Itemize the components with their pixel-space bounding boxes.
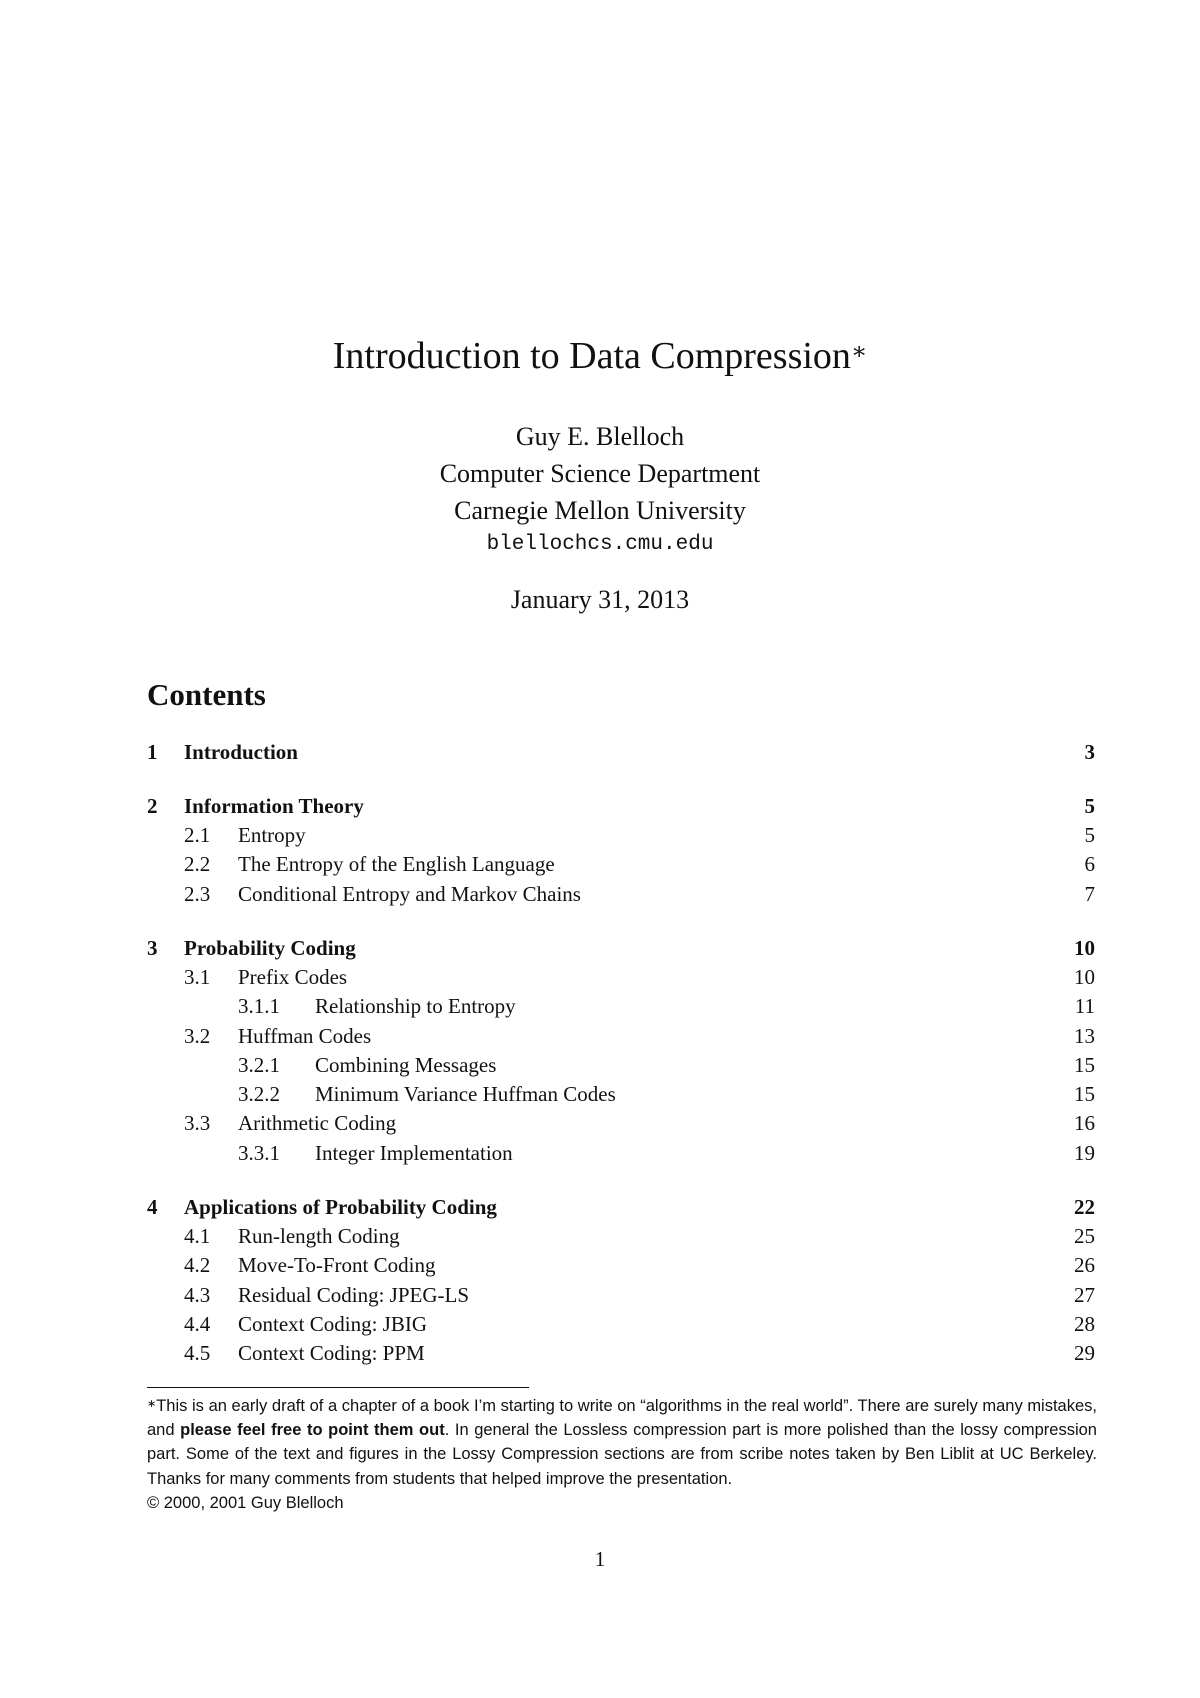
toc-entry-number: 3 bbox=[147, 935, 158, 960]
toc-entry-number: 4.4 bbox=[184, 1311, 211, 1336]
toc-entry-number: 2.3 bbox=[184, 881, 211, 906]
toc-entry-number: 3.2 bbox=[184, 1023, 211, 1048]
toc-entry-title: Run-length Coding bbox=[238, 1222, 406, 1251]
toc-entry-title: Conditional Entropy and Markov Chains bbox=[238, 880, 587, 909]
toc-entry-title: Prefix Codes bbox=[238, 963, 353, 992]
toc-entry-title: Move-To-Front Coding bbox=[238, 1251, 441, 1280]
toc-entry-page: 10 bbox=[1068, 963, 1095, 992]
toc-entry-title: Entropy bbox=[238, 821, 312, 850]
toc-entry-number: 4 bbox=[147, 1194, 158, 1219]
toc-subsubsection-entry[interactable] bbox=[147, 992, 1095, 1021]
toc-entry-title: Introduction bbox=[184, 738, 304, 767]
toc-entry-page: 28 bbox=[1068, 1310, 1095, 1339]
toc-subsection-entry[interactable] bbox=[147, 1339, 1095, 1368]
toc-subsection-entry[interactable] bbox=[147, 1310, 1095, 1339]
footnote bbox=[147, 1394, 1097, 1515]
author-name: Guy E. Blelloch bbox=[515, 422, 685, 451]
toc-subsection-entry[interactable] bbox=[147, 821, 1095, 850]
page-number: 1 bbox=[594, 1547, 606, 1571]
toc-entry-page: 29 bbox=[1068, 1339, 1095, 1368]
toc-entry-title: Residual Coding: JPEG-LS bbox=[238, 1281, 475, 1310]
footnote-mark: ∗ bbox=[147, 1398, 157, 1410]
footnote-rule bbox=[147, 1387, 529, 1388]
toc-entry-page: 16 bbox=[1068, 1109, 1095, 1138]
document-title bbox=[0, 334, 1200, 378]
document-date: January 31, 2013 bbox=[510, 585, 690, 614]
toc-entry-number: 1 bbox=[147, 740, 158, 764]
toc-subsubsection-entry[interactable] bbox=[147, 1051, 1095, 1080]
toc-entry-number: 3.1.1 bbox=[238, 994, 280, 1019]
toc-entry-number: 2.2 bbox=[184, 852, 211, 877]
toc-entry-number: 4.3 bbox=[184, 1282, 211, 1307]
title-footnote-mark: ∗ bbox=[850, 339, 868, 365]
toc-subsubsection-entry[interactable] bbox=[147, 1080, 1095, 1109]
toc-subsection-entry[interactable] bbox=[147, 1281, 1095, 1310]
toc-subsection-entry[interactable] bbox=[147, 963, 1095, 992]
toc-entry-page: 7 bbox=[1079, 880, 1096, 909]
footnote-text-2: . In general the Lossless compression part is more polished than the lossy compression part. Some of the text and figures in the Lossy Compression sections are from scribe notes taken by Ben Liblit at UC Berkeley. Thanks for many comments from students that helped improve the presentation. bbox=[147, 1421, 1097, 1488]
toc-subsection-entry[interactable] bbox=[147, 1022, 1095, 1051]
toc-entry-number: 2.1 bbox=[184, 823, 211, 848]
toc-entry-page: 5 bbox=[1079, 792, 1096, 821]
toc-entry-title: Context Coding: PPM bbox=[238, 1339, 431, 1368]
toc-subsubsection-entry[interactable] bbox=[147, 1139, 1095, 1168]
table-of-contents bbox=[147, 738, 1095, 1368]
toc-entry-page: 10 bbox=[1068, 934, 1095, 963]
toc-subsection-entry[interactable] bbox=[147, 850, 1095, 879]
toc-section-entry[interactable] bbox=[147, 1193, 1095, 1222]
footnote-text-bold: please feel free to point them out bbox=[180, 1421, 445, 1440]
author-department: Computer Science Department bbox=[439, 459, 761, 488]
toc-entry-title: Arithmetic Coding bbox=[238, 1109, 402, 1138]
toc-section-entry[interactable] bbox=[147, 792, 1095, 821]
toc-entry-page: 3 bbox=[1079, 738, 1096, 767]
title-text: Introduction to Data Compression bbox=[332, 335, 851, 377]
toc-entry-number: 4.5 bbox=[184, 1341, 211, 1366]
toc-entry-page: 13 bbox=[1068, 1022, 1095, 1051]
toc-entry-title: Huffman Codes bbox=[238, 1022, 377, 1051]
toc-entry-number: 3.2.1 bbox=[238, 1052, 280, 1077]
toc-entry-page: 15 bbox=[1068, 1080, 1095, 1109]
toc-entry-title: Information Theory bbox=[184, 792, 370, 821]
toc-entry-title: Minimum Variance Huffman Codes bbox=[315, 1080, 622, 1109]
author-university: Carnegie Mellon University bbox=[454, 496, 746, 525]
toc-entry-title: The Entropy of the English Language bbox=[238, 850, 561, 879]
toc-entry-title: Relationship to Entropy bbox=[315, 992, 522, 1021]
toc-entry-title: Applications of Probability Coding bbox=[184, 1193, 503, 1222]
toc-entry-page: 26 bbox=[1068, 1251, 1095, 1280]
toc-entry-page: 27 bbox=[1068, 1281, 1095, 1310]
contents-heading: Contents bbox=[147, 677, 266, 712]
toc-entry-page: 6 bbox=[1079, 850, 1096, 879]
toc-section-entry[interactable] bbox=[147, 738, 1095, 767]
toc-entry-page: 25 bbox=[1068, 1222, 1095, 1251]
toc-entry-number: 4.1 bbox=[184, 1223, 211, 1248]
toc-section-entry[interactable] bbox=[147, 934, 1095, 963]
toc-entry-page: 19 bbox=[1068, 1139, 1095, 1168]
toc-subsection-entry[interactable] bbox=[147, 1222, 1095, 1251]
toc-entry-title: Integer Implementation bbox=[315, 1139, 519, 1168]
toc-subsection-entry[interactable] bbox=[147, 880, 1095, 909]
footnote-text-1: This is an early draft of a chapter of a book I’m starting to write on “algorithms in the real world”. There are surely many mistakes, and bbox=[147, 1397, 1097, 1440]
toc-entry-title: Context Coding: JBIG bbox=[238, 1310, 433, 1339]
toc-entry-page: 15 bbox=[1068, 1051, 1095, 1080]
footnote-copyright: © 2000, 2001 Guy Blelloch bbox=[147, 1493, 344, 1512]
toc-subsection-entry[interactable] bbox=[147, 1251, 1095, 1280]
toc-entry-title: Probability Coding bbox=[184, 934, 362, 963]
toc-entry-number: 3.3.1 bbox=[238, 1140, 280, 1165]
toc-entry-page: 22 bbox=[1068, 1193, 1095, 1222]
toc-entry-page: 11 bbox=[1069, 992, 1095, 1021]
toc-entry-number: 3.3 bbox=[184, 1111, 211, 1136]
toc-entry-number: 2 bbox=[147, 793, 158, 818]
toc-subsection-entry[interactable] bbox=[147, 1109, 1095, 1138]
toc-entry-number: 4.2 bbox=[184, 1253, 211, 1278]
author-email: blellochcs.cmu.edu bbox=[486, 533, 714, 556]
toc-entry-page: 5 bbox=[1079, 821, 1096, 850]
footnote-paragraph bbox=[147, 1394, 1097, 1491]
author-block bbox=[0, 420, 1200, 531]
toc-entry-number: 3.1 bbox=[184, 964, 211, 989]
toc-entry-number: 3.2.2 bbox=[238, 1082, 280, 1107]
toc-entry-title: Combining Messages bbox=[315, 1051, 502, 1080]
